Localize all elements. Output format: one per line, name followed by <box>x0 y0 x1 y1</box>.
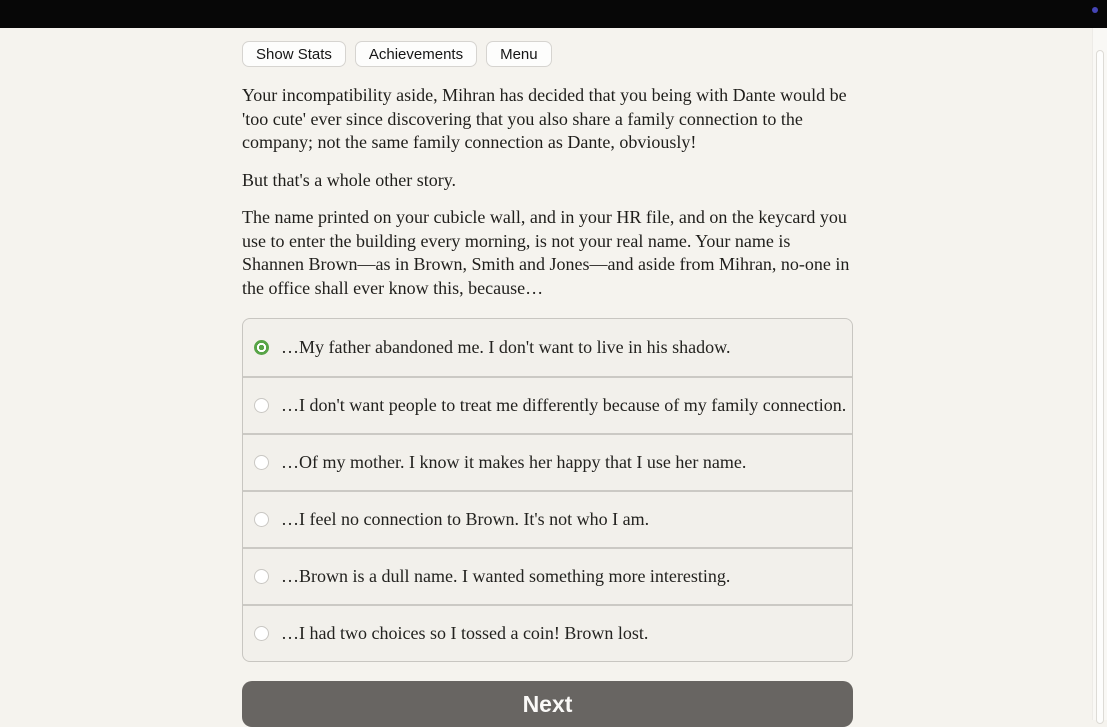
next-button[interactable]: Next <box>242 681 853 727</box>
story-paragraph: But that's a whole other story. <box>242 169 457 190</box>
choice-label: …I had two choices so I tossed a coin! Brown lost. <box>281 623 649 643</box>
choice-label: …Of my mother. I know it makes her happy that I use her name. <box>281 452 747 472</box>
menu-button[interactable]: Menu <box>486 41 552 67</box>
choice-label: …My father abandoned me. I don't want to live in his shadow. <box>281 337 731 357</box>
choice-option[interactable] <box>243 604 852 661</box>
radio-button-icon[interactable] <box>254 626 269 641</box>
story-text <box>242 84 853 300</box>
radio-button-icon[interactable] <box>254 569 269 584</box>
radio-button-icon[interactable] <box>254 512 269 527</box>
game-toolbar <box>242 41 853 67</box>
radio-button-icon[interactable] <box>254 340 269 355</box>
choice-option[interactable] <box>243 547 852 604</box>
choice-option[interactable] <box>243 490 852 547</box>
story-paragraph: The name printed on your cubicle wall, and in your HR file, and on the keycard you use to enter the building every morning, is not your real name. Your name is Shannen Brown—as in Brown, Smith and Jones—and aside from Mihran, no-one in the office shall ever know this, because… <box>242 207 850 298</box>
radio-button-icon[interactable] <box>254 398 269 413</box>
choice-label: …I feel no connection to Brown. It's not who I am. <box>281 509 650 529</box>
choice-option[interactable] <box>243 319 852 376</box>
choice-label: …Brown is a dull name. I wanted something more interesting. <box>281 566 731 586</box>
show-stats-button[interactable]: Show Stats <box>242 41 346 67</box>
choice-option[interactable] <box>243 376 852 433</box>
game-content <box>242 28 853 727</box>
scrollbar-thumb[interactable] <box>1096 50 1104 724</box>
notification-dot-icon <box>1092 7 1098 13</box>
radio-button-icon[interactable] <box>254 455 269 470</box>
choice-option[interactable] <box>243 433 852 490</box>
achievements-button[interactable]: Achievements <box>355 41 477 67</box>
story-paragraph: Your incompatibility aside, Mihran has decided that you being with Dante would be 'too cute' ever since discovering that you also share a family connection to the company; not the same family connection as Dante, obviously! <box>242 85 847 152</box>
top-title-bar <box>0 0 1107 28</box>
choice-label: …I don't want people to treat me differently because of my family connection. <box>281 395 847 415</box>
scrollbar-track[interactable] <box>1092 28 1107 720</box>
choice-list <box>242 318 853 662</box>
